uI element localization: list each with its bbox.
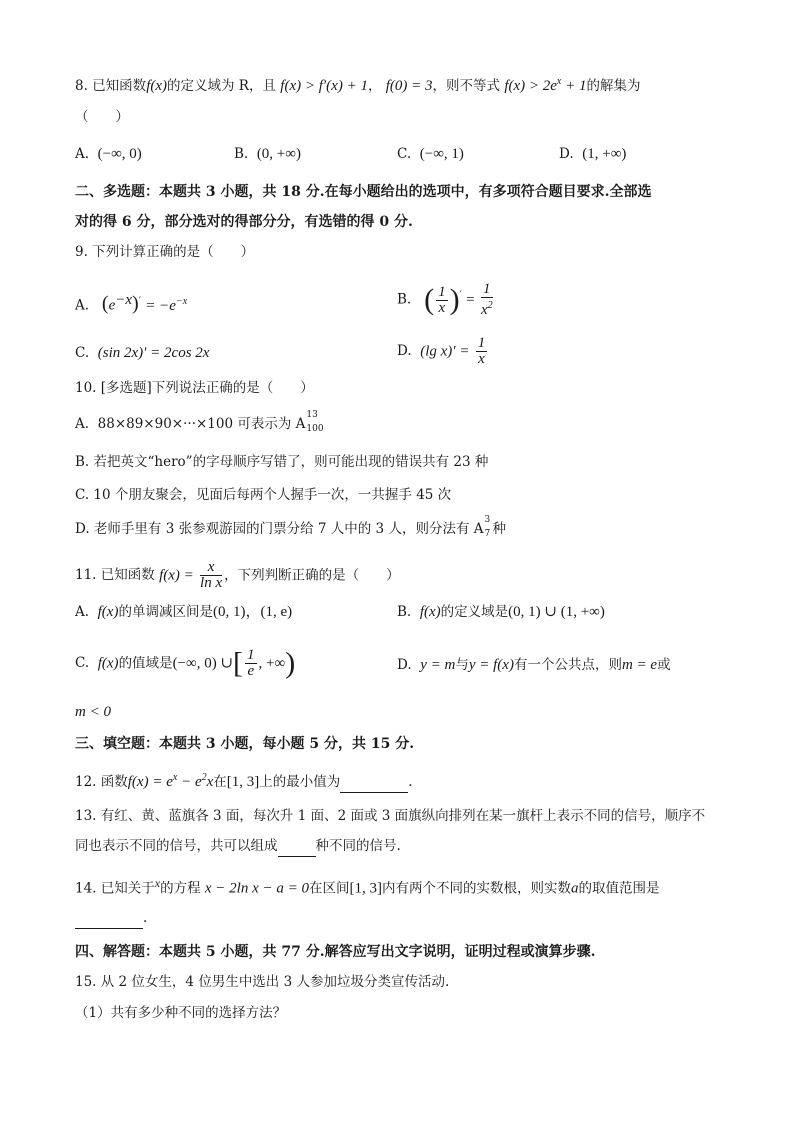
question-11-stem: 11. 已知函数 f(x) = $\frac{x}{\text{ln x}}$ ，下列判断正确的是（ ） bbox=[75, 559, 400, 591]
q11-option-d[interactable]: D. y = m与y = f(x)有一个公共点，则m = e或 bbox=[397, 657, 671, 673]
q8-option-d[interactable]: D. (1, +∞) bbox=[559, 146, 627, 162]
q9-option-b[interactable]: B. ( $\frac{1}{x}$ )′ = $\frac{1}{x^2}$ bbox=[397, 281, 493, 318]
q11-option-c[interactable]: C. f(x)的值域是(−∞, 0) ∪[ $\frac{1}{e}$ , +∞) bbox=[75, 646, 296, 680]
q10-option-a[interactable]: A. 88×89×90×···×100 可表示为 A 13 100 bbox=[75, 410, 324, 434]
q9-option-c[interactable]: C. (sin 2x)′ = 2cos 2x bbox=[75, 345, 210, 361]
question-13-line2: 同也表示不同的信号，共可以组成 种不同的信号. bbox=[75, 836, 401, 857]
section-3-heading: 三、填空题：本题共 3 小题，每小题 5 分，共 15 分. bbox=[75, 736, 415, 752]
question-15-stem: 15. 从 2 位女生，4 位男生中选出 3 人参加垃圾分类宣传活动. bbox=[75, 974, 450, 990]
q10-option-c[interactable]: C. 10 个朋友聚会，见面后每两个人握手一次，一共握手 45 次 bbox=[75, 487, 452, 503]
q8-option-a[interactable]: A. (−∞, 0) bbox=[75, 146, 142, 162]
q13-answer-blank[interactable] bbox=[278, 836, 316, 857]
q11-option-d-cont: m < 0 bbox=[75, 704, 111, 720]
question-10-stem: 10. [多选题]下列说法正确的是（ ） bbox=[75, 380, 314, 396]
q10-option-b[interactable]: B. 若把英文“hero”的字母顺序写错了，则可能出现的错误共有 23 种 bbox=[75, 454, 489, 470]
question-8-paren: （ ） bbox=[75, 109, 129, 125]
q8-option-c[interactable]: C. (−∞, 1) bbox=[397, 146, 464, 162]
question-14: 14. 已知关于x的方程 x − 2ln x − a = 0在区间[1, 3]内有两个不同的实数根，则实数a的取值范围是 bbox=[75, 876, 660, 897]
q12-answer-blank[interactable] bbox=[340, 772, 408, 793]
q14-answer-blank[interactable] bbox=[75, 908, 143, 929]
question-13-line1: 13. 有红、黄、蓝旗各 3 面，每次升 1 面、2 面或 3 面旗纵向排列在某一旗杆上表示不同的信号，顺序不 bbox=[75, 808, 706, 824]
question-8-stem: 8. 已知函数f(x)的定义域为 R，且 f(x) > f′(x) + 1， f(0) = 3，则不等式 $f(x) > 2e^x + 1$的解集为 bbox=[75, 76, 641, 94]
q14-answer-line: . bbox=[75, 908, 147, 929]
q9-option-d[interactable]: D. (lg x)′ = $\frac{1}{x}$ bbox=[397, 335, 486, 367]
q10-option-d[interactable]: D. 老师手里有 3 张参观游园的门票分给 7 人中的 3 人，则分法有 A 3 7 种 bbox=[75, 515, 506, 539]
q9-option-a[interactable]: A. $(e^{-x})' = -e^{-x}$ bbox=[75, 292, 188, 315]
q11-option-a[interactable]: A. f(x)的单调减区间是(0, 1)，(1, e) bbox=[75, 604, 293, 620]
section-2-heading: 二、多选题：本题共 3 小题，共 18 分.在每小题给出的选项中，有多项符合题目要求.全部选 bbox=[75, 184, 652, 200]
question-12: 12. 函数$f(x) = e^x - e^2x$在[1, 3]上的最小值为 . bbox=[75, 768, 413, 793]
question-9-stem: 9. 下列计算正确的是（ ） bbox=[75, 244, 255, 260]
question-15-part-1: （1）共有多少种不同的选择方法？ bbox=[75, 1005, 287, 1021]
section-4-heading: 四、解答题：本题共 5 小题，共 77 分.解答应写出文字说明，证明过程或演算步骤. bbox=[75, 944, 596, 960]
q8-option-b[interactable]: B. (0, +∞) bbox=[234, 146, 301, 162]
section-2-heading-cont: 对的得 6 分，部分选对的得部分分，有选错的得 0 分. bbox=[75, 214, 413, 230]
q11-option-b[interactable]: B. f(x)的定义域是(0, 1) ∪ (1, +∞) bbox=[397, 604, 605, 620]
